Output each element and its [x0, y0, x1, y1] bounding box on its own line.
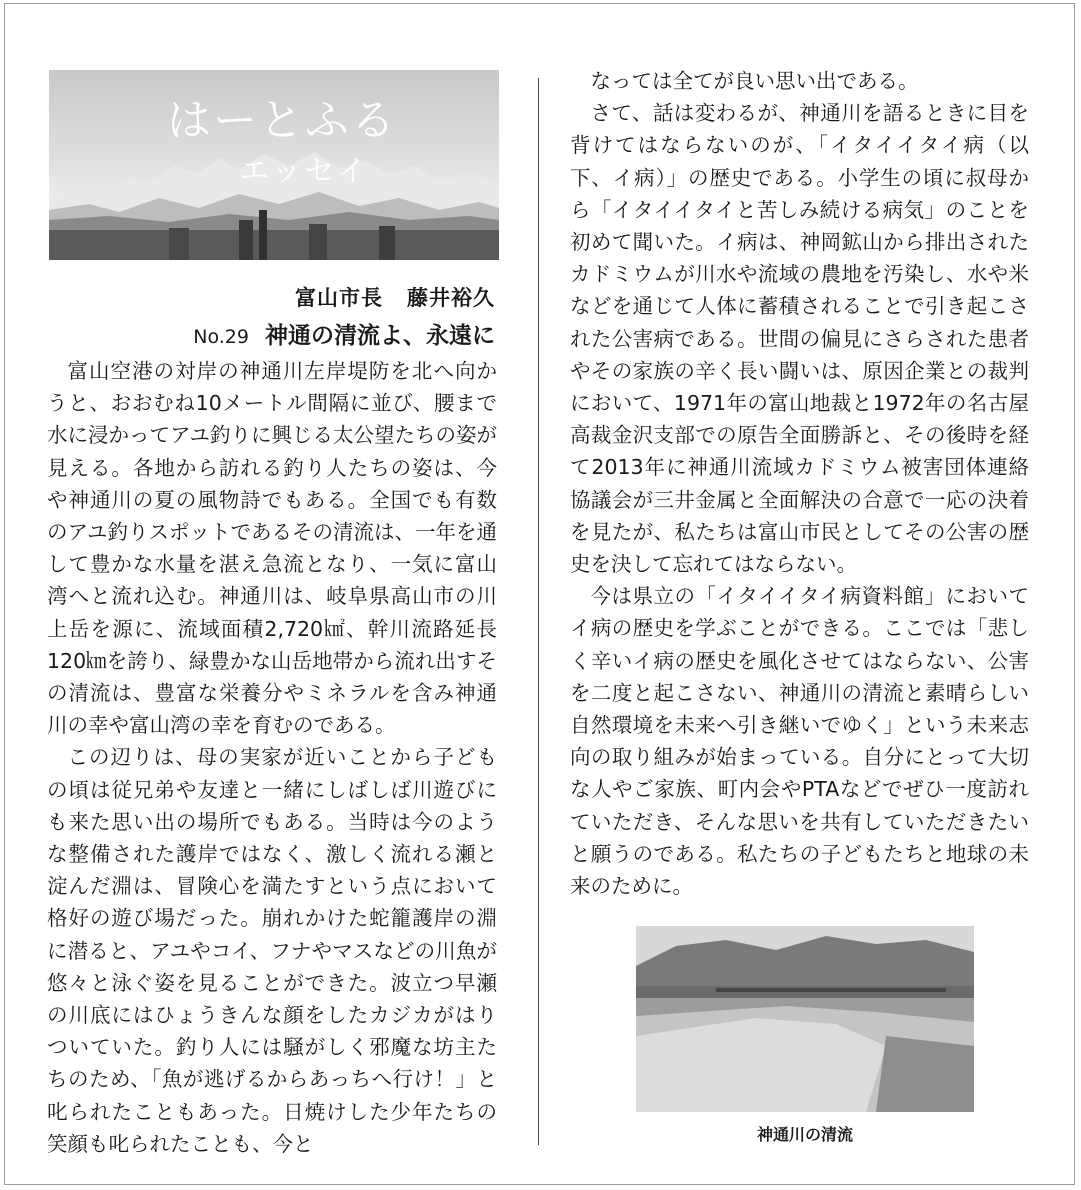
left-column [47, 355, 497, 1160]
essay-number: No.29 [193, 326, 249, 348]
column-title: はーとふる [167, 95, 397, 146]
right-column [570, 65, 1029, 902]
essay-title: 神通の清流よ、永遠に [265, 323, 495, 349]
essay-heading [193, 317, 495, 350]
author-name: 藤井裕久 [407, 286, 495, 310]
paragraph: 今は県立の「イタイイタイ病資料館」においてイ病の歴史を学ぶことができる。ここでは「悲しく辛いイ病の歴史を風化させてはならない、公害を二度と起こさない、神通川の清流と素晴らしい自然環境を未来へ引き継いでゆく」という未来志向の取り組みが始まっている。自分にとって大切な人やご家族、町内会やPTAなどでぜひ一度訪れていただき、そんな思いを共有していただきたいと願うのである。私たちの子どもたちと地球の未来のために。 [570, 584, 1029, 899]
river-landscape-illustration [636, 926, 974, 1112]
author-line [295, 282, 495, 312]
paragraph: なっては全てが良い思い出である。 [590, 69, 919, 93]
header-image [49, 70, 499, 260]
paragraph: この辺りは、母の実家が近いことから子どもの頃は従兄弟や友達と一緒にしばしば川遊びにも来た思い出の場所でもある。当時は今のような整備された護岸ではなく、激しく流れる瀬と淀んだ淵は、冒険心を満たすという点において格好の遊び場だった。崩れかけた蛇籠護岸の淵に潜ると、アユやコイ、フナやマスなどの川魚が悠々と泳ぐ姿を見ることができた。波立つ早瀬の川底にはひょうきんな顔をしたカジカがはりついていた。釣り人には騒がしく邪魔な坊主たちのため、「魚が逃げるからあっちへ行け！」と叱られたこともあった。日焼けした少年たちの笑顔も叱られたことも、今と [47, 745, 497, 1156]
river-photo [636, 926, 974, 1112]
paragraph: 富山空港の対岸の神通川左岸堤防を北へ向かうと、おおむね10メートル間隔に並び、腰まで水に浸かってアユ釣りに興じる太公望たちの姿が見える。各地から訪れる釣り人たちの姿は、今や神通川の夏の風物詩でもある。全国でも有数のアユ釣りスポットであるその清流は、一年を通して豊かな水量を湛え急流となり、一気に富山湾へと流れ込む。神通川は、岐阜県高山市の川上岳を源に、流域面積2,720㎢、幹川流路延長120㎞を誇り、緑豊かな山岳地帯から流れ出すその清流は、豊富な栄養分やミネラルを含み神通川の幸や富山湾の幸を育むのである。 [47, 359, 497, 738]
paragraph: さて、話は変わるが、神通川を語るときに目を背けてはならないのが、「イタイイタイ病（以下、イ病）」の歴史である。小学生の頃に叔母から「イタイイタイと苦しみ続ける病気」のことを初めて聞いた。イ病は、神岡鉱山から排出されたカドミウムが川水や流域の農地を汚染し、水や米などを通じて人体に蓄積されることで引き起こされた公害病である。世間の偏見にさらされた患者やその家族の辛く長い闘いは、原因企業との裁判において、1971年の富山地裁と1972年の名古屋高裁金沢支部での原告全面勝訴と、その後時を経て2013年に神通川流域カドミウム被害団体連絡協議会が三井金属と全面解決の合意で一応の決着を見たが、私たちは富山市民としてその公害の歴史を決して忘れてはならない。 [570, 101, 1029, 577]
column-divider [538, 78, 539, 1145]
column-subtitle: エッセイ [239, 154, 370, 189]
author-role: 富山市長 [295, 286, 383, 310]
photo-caption: 神通川の清流 [756, 1125, 853, 1144]
